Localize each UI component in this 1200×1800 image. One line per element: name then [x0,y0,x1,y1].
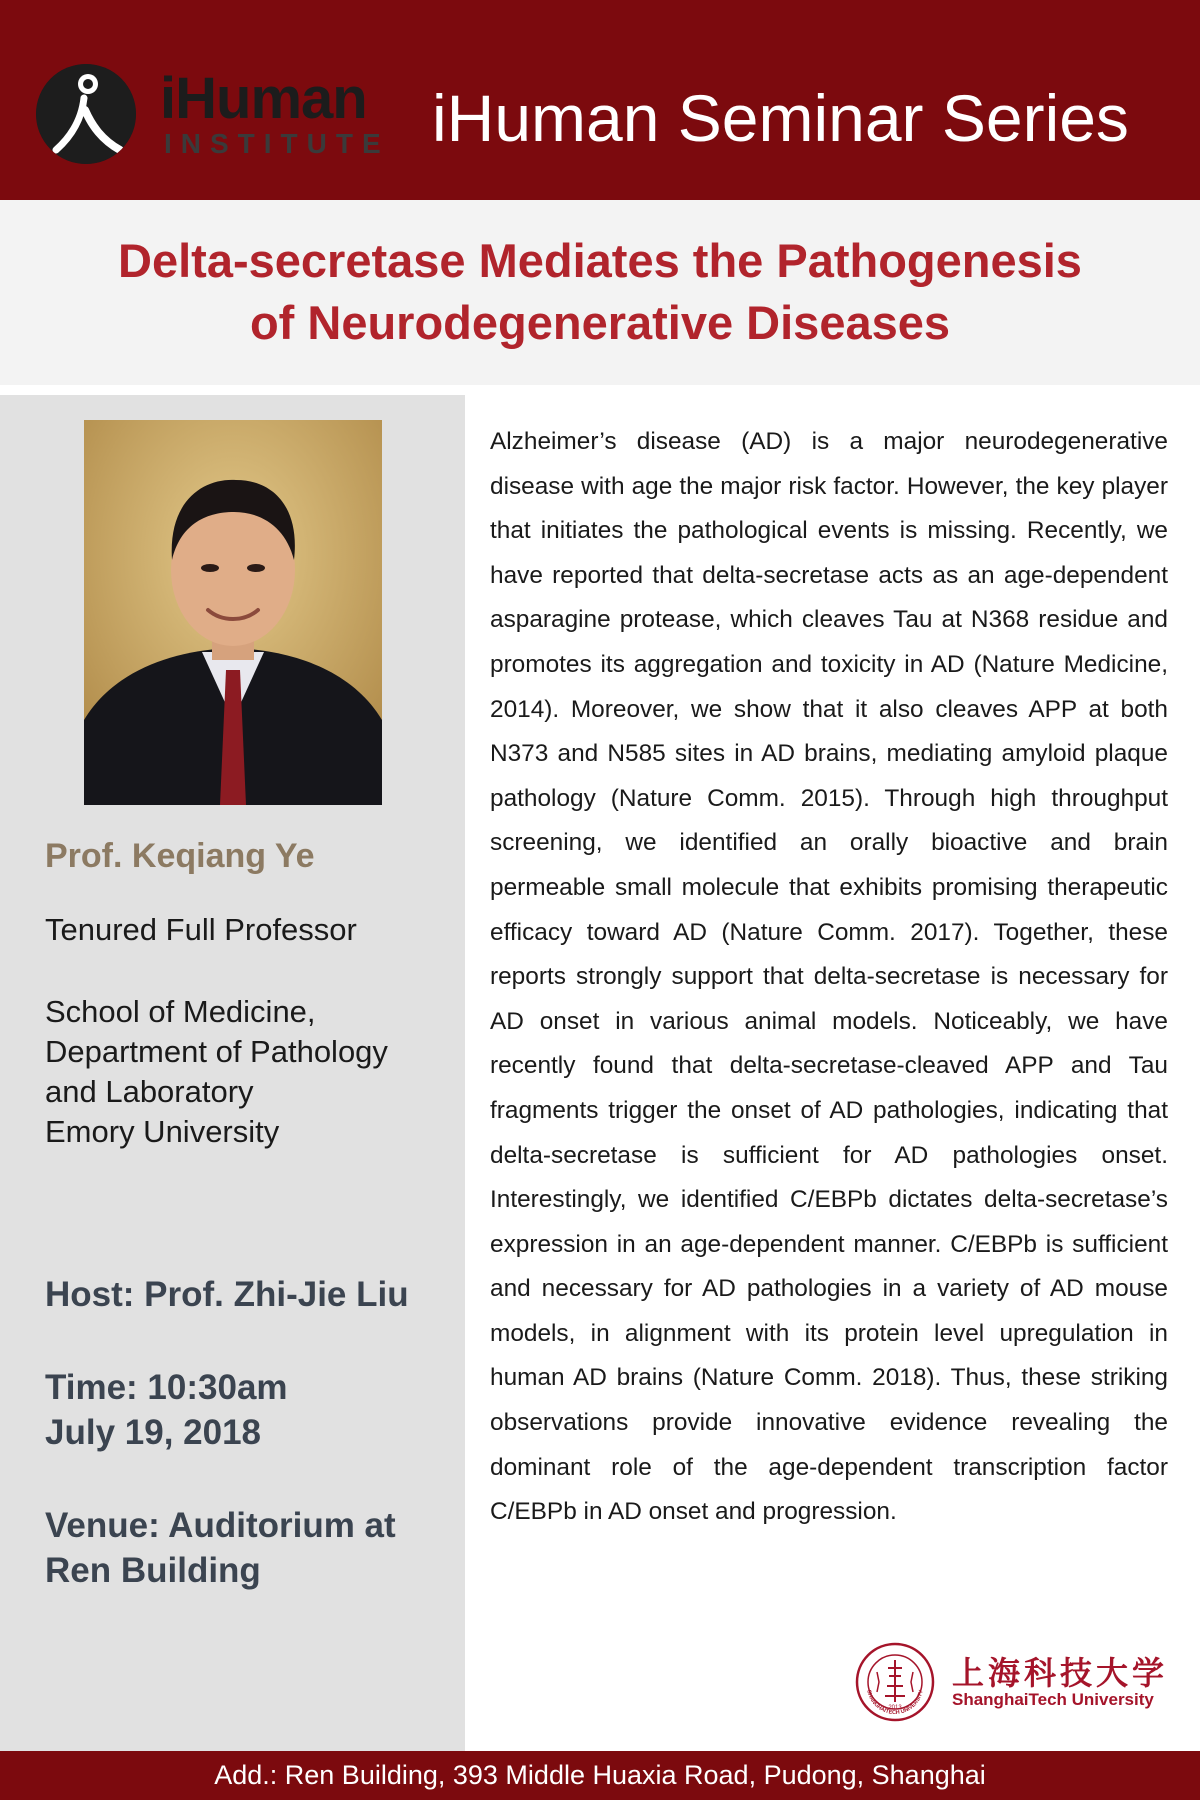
seal-year: 2013 [888,1705,902,1711]
event-venue-line: Venue: Auditorium at [45,1506,396,1545]
speaker-name: Prof. Keqiang Ye [45,837,315,875]
logo-subtitle: INSTITUTE [164,128,390,159]
shanghaitech-seal-icon [855,1642,935,1722]
footer-address: Add.: Ren Building, 393 Middle Huaxia Road, Pudong, Shanghai [214,1760,986,1790]
speaker-affiliation [45,992,388,1152]
logo-wordmark-rest: Human [175,66,367,131]
event-date-line: July 19, 2018 [45,1413,261,1452]
university-name-cn: 上海科技大学 [952,1654,1169,1692]
talk-title [0,230,1200,354]
affiliation-line: Emory University [45,1114,280,1149]
event-time [45,1365,288,1455]
logo-wordmark [160,66,367,131]
event-time-line: Time: 10:30am [45,1368,288,1407]
abstract-text: Alzheimer’s disease (AD) is a major neurodegenerative disease with age the major risk factor. However, the key player that initiates the pathological events is missing. Recently, we have reported that delta-secretase acts as an age-dependent asparagine protease, which cleaves Tau at N368 residue and promotes its aggregation and toxicity in AD (Nature Medicine, 2014). Moreover, we show that it also cleaves APP at both N373 and N585 sites in AD brains, mediating amyloid plaque pathology (Nature Comm. 2015). Through high throughput screening, we identified an orally bioactive and brain permeable small molecule that exhibits promising therapeutic efficacy toward AD (Nature Comm. 2017). Together, these reports strongly support that delta-secretase is necessary for AD onset in various animal models. Noticeably, we have recently found that delta-secretase-cleaved APP and Tau fragments trigger the onset of AD pathologies, indicating that delta-secretase is sufficient for AD pathologies onset. Interestingly, we identified C/EBPb dictates delta-secretase’s expression in an age-dependent manner. C/EBPb is sufficient and necessary for AD pathologies in a variety of AD mouse models, in alignment with its protein level upregulation in human AD brains (Nature Comm. 2018). Thus, these striking observations provide innovative evidence revealing the dominant role of the age-dependent transcription factor C/EBPb in AD onset and progression. [490,428,1168,1526]
affiliation-line: and Laboratory [45,1074,254,1109]
talk-title-line: of Neurodegenerative Diseases [249,296,951,349]
talk-title-line: Delta-secretase Mediates the Pathogenesis [118,234,1082,287]
university-name-en: ShanghaiTech University [952,1690,1154,1709]
seal-ring-text-path: SHANGHAITECH UNIVERSITY [865,1689,925,1717]
speaker-position: Tenured Full Professor [45,912,357,947]
speaker-photo [84,420,382,805]
event-venue-line: Ren Building [45,1551,261,1590]
series-title: iHuman Seminar Series [432,81,1129,155]
logo-wordmark-i: i [160,66,176,131]
affiliation-line: School of Medicine, [45,994,316,1029]
ihuman-logo-icon [36,64,136,164]
host-label: Host: Prof. Zhi-Jie Liu [45,1275,409,1314]
event-venue [45,1503,396,1593]
affiliation-line: Department of Pathology [45,1034,388,1069]
